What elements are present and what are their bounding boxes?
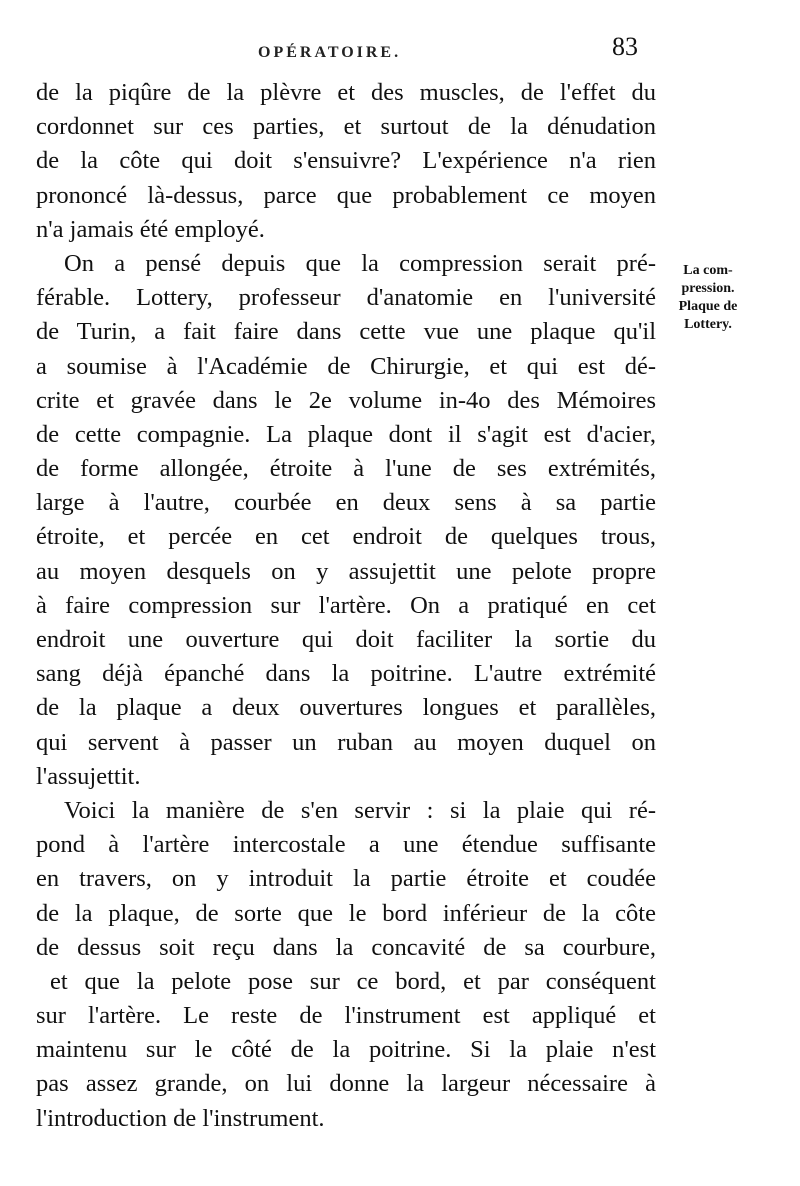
text-line: maintenu sur le côté de la poitrine. Si la plaie n'est — [36, 1036, 656, 1064]
text-line: de cette compagnie. La plaque dont il s'agit est d'acier, — [36, 420, 656, 448]
text-line: prononcé là-dessus, parce que probablement ce moyen — [36, 181, 656, 209]
text-line: étroite, et percée en cet endroit de quelques trous, — [36, 523, 656, 551]
text-line: de la piqûre de la plèvre et des muscles, de l'effet du — [36, 79, 656, 106]
text-line: endroit une ouverture qui doit faciliter la sortie du — [36, 626, 656, 653]
text-line: et que la pelote pose sur ce bord, et par conséquent — [50, 967, 656, 995]
text-line: de la côte qui doit s'ensuivre? L'expérience n'a rien — [36, 147, 656, 175]
text-line: à faire compression sur l'artère. On a pratiqué en cet — [36, 591, 656, 619]
text-line: de forme allongée, étroite à l'une de ses extrémités, — [36, 455, 656, 483]
text-line: qui servent à passer un ruban au moyen duquel on — [36, 728, 656, 756]
text-line: de dessus soit reçu dans la concavité de sa courbure, — [36, 933, 656, 961]
text-line: crite et gravée dans le 2e volume in-4o des Mémoires — [36, 386, 656, 414]
text-line: sur l'artère. Le reste de l'instrument est appliqué et — [36, 1002, 656, 1030]
body-text — [36, 76, 656, 1136]
text-line: l'introduction de l'instrument. — [36, 1104, 325, 1132]
text-line: pas assez grande, on lui donne la largeur nécessaire à — [36, 1070, 656, 1098]
margin-note-line: La com- — [683, 263, 733, 278]
text-line: pond à l'artère intercostale a une étendue suffisante — [36, 831, 656, 859]
text-line: de Turin, a fait faire dans cette vue une plaque qu'il — [36, 318, 656, 346]
margin-note-line: Lottery. — [684, 317, 732, 332]
text-line: de la plaque, de sorte que le bord inférieur de la côte — [36, 899, 656, 927]
page-number: 83 — [612, 32, 638, 61]
running-header: OPÉRATOIRE. — [258, 44, 402, 61]
text-line: n'a jamais été employé. — [36, 215, 265, 243]
margin-note — [664, 262, 752, 334]
text-line: l'assujettit. — [36, 762, 141, 790]
margin-note-line: pression. — [681, 281, 735, 296]
margin-note-line: Plaque de — [678, 299, 738, 314]
text-line: au moyen desquels on y assujettit une pelote propre — [36, 557, 656, 585]
text-line: férable. Lottery, professeur d'anatomie en l'université — [36, 284, 656, 312]
text-line: sang déjà épanché dans la poitrine. L'autre extrémité — [36, 660, 656, 688]
text-line: large à l'autre, courbée en deux sens à sa partie — [36, 489, 656, 517]
text-line: cordonnet sur ces parties, et surtout de la dénudation — [36, 113, 656, 141]
text-line: en travers, on y introduit la partie étroite et coudée — [36, 865, 656, 893]
text-line: a soumise à l'Académie de Chirurgie, et qui est dé- — [36, 352, 656, 380]
text-line: de la plaque a deux ouvertures longues et parallèles, — [36, 694, 656, 722]
text-line: On a pensé depuis que la compression serait pré- — [64, 249, 656, 277]
text-line: Voici la manière de s'en servir : si la plaie qui ré- — [64, 796, 656, 824]
